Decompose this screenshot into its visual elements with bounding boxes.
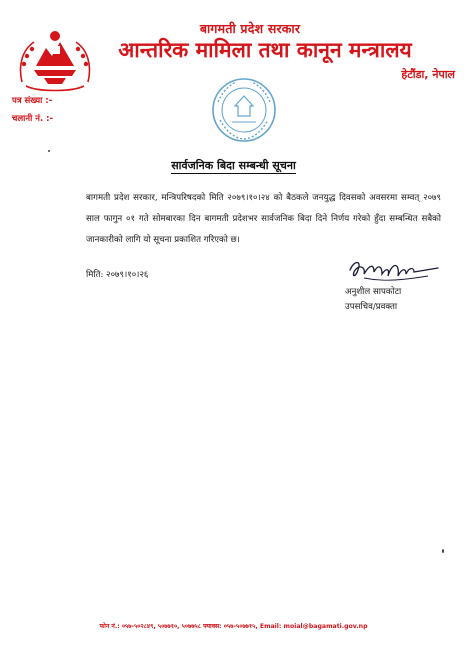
government-name: बागमती प्रदेश सरकार: [199, 21, 301, 36]
office-seal-stamp-icon: [210, 76, 278, 144]
notice-date: मिति: २०७९।१०।२६: [86, 270, 149, 280]
notice-title: सार्वजनिक बिदा सम्बन्धी सूचना: [171, 159, 296, 172]
footer-contact-line: फोन नं.: ०५७-५०२८४९, ५०७७१०, ५०७७५८ फ्याक्स: ०५७-५०७७१५, Email: moial@bagamati.gov.np: [99, 623, 368, 630]
notice-body: बागमती प्रदेश सरकार, मन्त्रिपरिषदको मिति २०७९।१०।२४ को बैठकले जनयुद्ध दिवसको अवसरमा सम्वत् २०७९ साल फागुन ०१ गते सोमबारका दिन बागमती प्रदेशभर सार्वजनिक बिदा दिने निर्णय गरेको हुँदा सम्बन्धित सबैको जानकारीको लागि यो सूचना प्रकाशित गरिएको छ।: [86, 193, 441, 245]
scan-speck: [48, 150, 50, 152]
ministry-name: आन्तरिक मामिला तथा कानून मन्त्रालय: [118, 38, 412, 62]
reference-number-label: पत्र संख्या :-: [12, 96, 53, 106]
scan-speck: [442, 549, 444, 553]
handwritten-signature-icon: [344, 256, 444, 286]
dispatch-number-label: चलानी नं. :-: [12, 114, 54, 124]
nepal-coat-of-arms-icon: [14, 26, 96, 96]
signatory-name: अनुशील सापकोटा: [345, 287, 402, 297]
office-location: हेटौंडा, नेपाल: [401, 68, 455, 81]
signatory-designation: उपसचिव/प्रवक्ता: [345, 302, 398, 312]
